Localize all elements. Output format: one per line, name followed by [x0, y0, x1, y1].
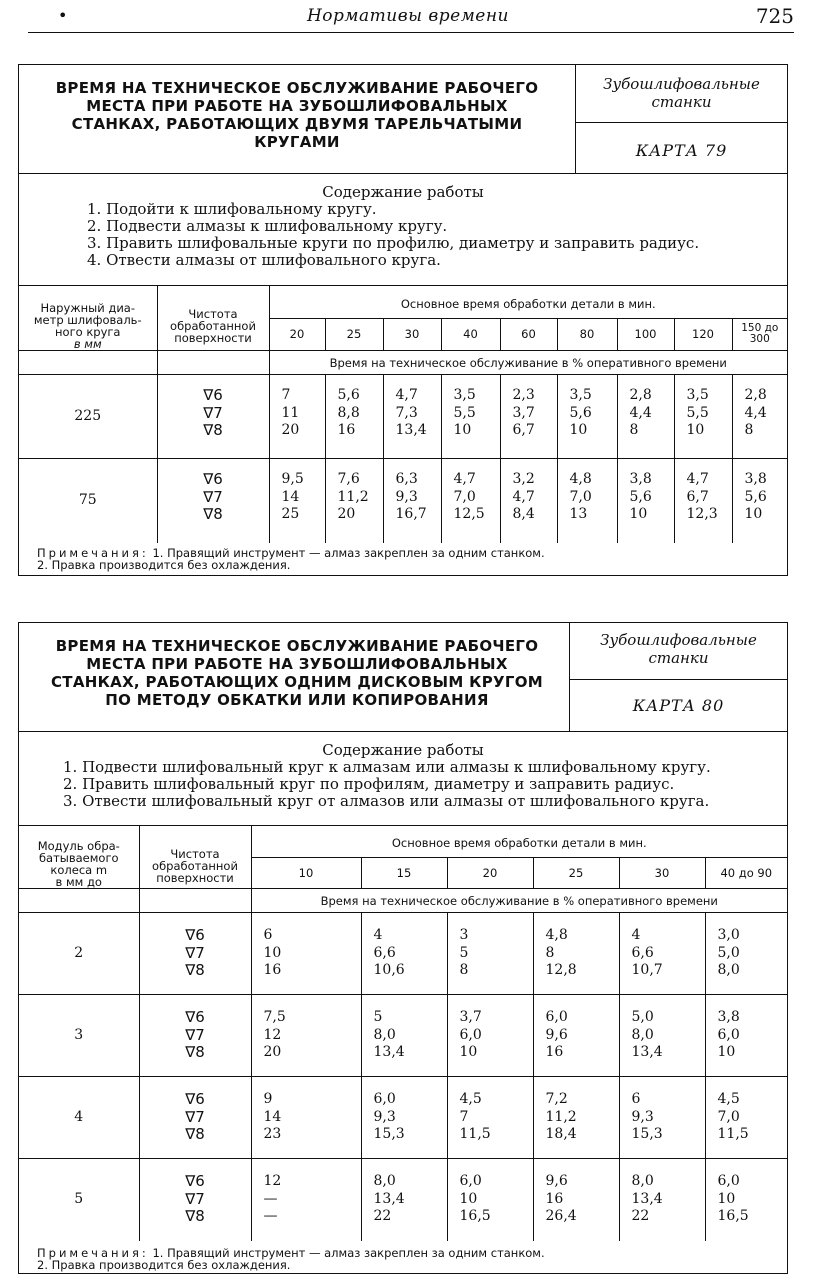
- finish-symbol: ∇8: [185, 1207, 205, 1225]
- time-col-header: 60: [500, 318, 557, 350]
- value: 8,8: [337, 404, 360, 421]
- finish-symbol: ∇7: [203, 487, 223, 506]
- value: 4,7: [512, 488, 535, 505]
- finish-cell: [157, 375, 269, 459]
- step-item: 3. Править шлифовальные круги по профилю, диаметру и заправить радиус.: [87, 234, 700, 252]
- content-title: Содержание работы: [322, 183, 484, 201]
- value: 3,2: [512, 471, 535, 487]
- value: 20: [337, 506, 356, 522]
- time-col-header: 15: [361, 857, 447, 888]
- value-cell: [557, 459, 617, 543]
- table-row: [19, 459, 787, 543]
- step-item: 1. Подвести шлифовальный круг к алмазам или алмазы к шлифовальному кругу.: [63, 758, 711, 776]
- step-item: 4. Отвести алмазы от шлифовального круга.: [87, 251, 441, 269]
- card-title: ВРЕМЯ НА ТЕХНИЧЕСКОЕ ОБСЛУЖИВАНИЕ РАБОЧЕГО МЕСТА ПРИ РАБОТЕ НА ЗУБОШЛИФОВАЛЬНЫХ СТАНКАХ, РАБОТАЮЩИХ ДВУМЯ ТАРЕЛЬЧАТЫМИ КРУГАМИ: [55, 79, 539, 151]
- value: 7: [459, 1108, 469, 1125]
- finish-symbol: ∇7: [185, 1025, 205, 1044]
- card-number: КАРТА 80: [632, 696, 725, 715]
- value: 7,0: [717, 1108, 740, 1125]
- value-cell: [619, 913, 705, 995]
- value: 13: [569, 506, 588, 522]
- value: 12: [263, 1173, 282, 1189]
- finish-symbol: ∇6: [203, 470, 223, 488]
- value: 10: [459, 1044, 478, 1060]
- value-cell: [447, 913, 533, 995]
- value: —: [263, 1190, 278, 1207]
- value-cell: [533, 1159, 619, 1241]
- finish-symbol: ∇8: [203, 505, 223, 523]
- value-cell: [325, 459, 383, 543]
- value: 8,0: [373, 1026, 396, 1043]
- value: 13,4: [631, 1190, 663, 1207]
- value: 5,6: [629, 488, 652, 505]
- value: 20: [263, 1044, 282, 1060]
- value-cell: [361, 1077, 447, 1159]
- norms-table: [19, 285, 787, 543]
- value: 4,7: [395, 387, 418, 403]
- value: 13,4: [373, 1044, 405, 1060]
- value: 8,4: [512, 506, 535, 522]
- finish-symbol: ∇6: [185, 1090, 205, 1108]
- value-cell: [269, 375, 325, 459]
- time-col-header: 80: [557, 318, 617, 350]
- value: 7,0: [453, 488, 476, 505]
- value-cell: [325, 375, 383, 459]
- value: 10: [263, 944, 282, 961]
- time-col-header: 40 до 90: [705, 857, 787, 888]
- value: 23: [263, 1126, 282, 1142]
- time-col-header: 25: [325, 318, 383, 350]
- page-number: 725: [755, 4, 794, 28]
- row-key: 5: [19, 1159, 139, 1241]
- value-cell: [533, 995, 619, 1077]
- value: 7,3: [395, 404, 418, 421]
- finish-symbol: ∇7: [203, 403, 223, 422]
- sub-header: Время на техническое обслуживание в % оперативного времени: [269, 351, 787, 375]
- value: 7,2: [545, 1091, 568, 1107]
- value: 4,4: [744, 404, 767, 421]
- value-cell: [383, 375, 441, 459]
- value: 9,6: [545, 1173, 568, 1189]
- table-row: [19, 995, 787, 1077]
- value: 10: [453, 422, 472, 438]
- finish-symbol: ∇6: [185, 926, 205, 944]
- step-item: 3. Отвести шлифовальный круг от алмазов или алмазы от шлифовального круга.: [63, 792, 710, 810]
- value-cell: [705, 913, 787, 995]
- value: 3,8: [744, 471, 767, 487]
- value: 7,5: [263, 1009, 286, 1025]
- value: 6,0: [459, 1173, 482, 1189]
- value-cell: [361, 913, 447, 995]
- time-col-header: 10: [251, 857, 361, 888]
- step-item: 2. Подвести алмазы к шлифовальному кругу.: [87, 217, 448, 235]
- finish-symbol: ∇7: [185, 943, 205, 962]
- value: 15,3: [631, 1126, 663, 1142]
- notes-label: Примечания:: [37, 546, 149, 560]
- finish-cell: [139, 995, 251, 1077]
- finish-symbol: ∇8: [185, 1125, 205, 1143]
- value: 3,7: [459, 1009, 482, 1025]
- value: 16: [545, 1044, 564, 1060]
- value-cell: [441, 375, 500, 459]
- step-item: 2. Править шлифовальный круг по профилям, диаметру и заправить радиус.: [63, 775, 675, 793]
- value-cell: [617, 459, 674, 543]
- value-cell: [251, 1077, 361, 1159]
- value-cell: [557, 375, 617, 459]
- value: 6,0: [717, 1173, 740, 1189]
- value: 4,7: [453, 471, 476, 487]
- value: 6,7: [686, 488, 709, 505]
- note-item: 1. Правящий инструмент — алмаз закреплен за одним станком.: [152, 546, 545, 560]
- value: 6,3: [395, 471, 418, 487]
- value: 11,5: [717, 1126, 749, 1142]
- value: 6,6: [631, 944, 654, 961]
- value: 2,8: [629, 387, 652, 403]
- value: 6,0: [717, 1026, 740, 1043]
- value-cell: [251, 1159, 361, 1241]
- value: 6,0: [373, 1091, 396, 1107]
- value: 4,8: [545, 927, 568, 943]
- notes-label: Примечания:: [37, 1246, 149, 1260]
- value: 16: [337, 422, 356, 438]
- time-col-header: 40: [441, 318, 500, 350]
- time-col-header: 120: [674, 318, 732, 350]
- finish-cell: [139, 1159, 251, 1241]
- value: 14: [263, 1108, 282, 1125]
- value-cell: [251, 913, 361, 995]
- card-80: [18, 622, 788, 1274]
- value-cell: [251, 995, 361, 1077]
- note-item: 1. Правящий инструмент — алмаз закреплен за одним станком.: [152, 1246, 545, 1260]
- value: 10,7: [631, 962, 663, 978]
- value: 7,6: [337, 471, 360, 487]
- value: 8,0: [373, 1173, 396, 1189]
- finish-symbol: ∇8: [185, 1043, 205, 1061]
- value: 11: [281, 404, 300, 421]
- value: 11,2: [545, 1108, 577, 1125]
- value: 22: [373, 1208, 392, 1224]
- table-row: [19, 375, 787, 459]
- value: 8,0: [717, 962, 740, 978]
- value: 5,0: [631, 1009, 654, 1025]
- value: 5,6: [337, 387, 360, 403]
- value: 12,3: [686, 506, 718, 522]
- value: 3,8: [717, 1009, 740, 1025]
- card-title: ВРЕМЯ НА ТЕХНИЧЕСКОЕ ОБСЛУЖИВАНИЕ РАБОЧЕГО МЕСТА ПРИ РАБОТЕ НА ЗУБОШЛИФОВАЛЬНЫХ СТАНКАХ, РАБОТАЮЩИХ ОДНИМ ДИСКОВЫМ КРУГОМ ПО МЕТОДУ ОБКАТКИ ИЛИ КОПИРОВАНИЯ: [51, 637, 543, 709]
- value: 10: [629, 506, 648, 522]
- finish-symbol: ∇8: [203, 421, 223, 439]
- finish-symbol: ∇7: [185, 1189, 205, 1208]
- time-col-header: 100: [617, 318, 674, 350]
- value: 8,0: [631, 1026, 654, 1043]
- value: 2,3: [512, 387, 535, 403]
- value: 9: [263, 1091, 273, 1107]
- value: 4,4: [629, 404, 652, 421]
- note-item: 2. Правка производится без охлаждения.: [37, 558, 291, 572]
- work-content: [19, 741, 787, 810]
- value: 16: [263, 962, 282, 978]
- finish-symbol: ∇8: [185, 961, 205, 979]
- card-header: [19, 623, 787, 732]
- main-time-header: Основное время обработки детали в мин.: [400, 296, 656, 311]
- value: 12,5: [453, 506, 485, 522]
- machine-type: Зубошлифовальные станки: [600, 631, 757, 667]
- value: 7: [281, 387, 291, 403]
- value: 4,5: [717, 1091, 740, 1107]
- value: 9,5: [281, 471, 304, 487]
- value-cell: [619, 995, 705, 1077]
- value: 10: [717, 1044, 736, 1060]
- value-cell: [619, 1077, 705, 1159]
- value: 25: [281, 506, 300, 522]
- table-row: [19, 1077, 787, 1159]
- value: 10,6: [373, 962, 405, 978]
- card-header: [19, 65, 787, 174]
- value: 15,3: [373, 1126, 405, 1142]
- value-cell: [533, 1077, 619, 1159]
- value: 6,0: [459, 1026, 482, 1043]
- value: 10: [569, 422, 588, 438]
- value-cell: [500, 459, 557, 543]
- value: 8,0: [631, 1173, 654, 1189]
- card-79: [18, 64, 788, 576]
- col-header-finish: Чистота обработанной поверхности: [157, 286, 269, 351]
- card-number: КАРТА 79: [635, 141, 728, 160]
- value: 6,7: [512, 422, 535, 438]
- step-item: 1. Подойти к шлифовальному кругу.: [87, 200, 377, 218]
- value-cell: [269, 459, 325, 543]
- value: 4,7: [686, 471, 709, 487]
- value: 10: [459, 1190, 478, 1207]
- finish-cell: [139, 1077, 251, 1159]
- bullet-mark: •: [58, 6, 68, 25]
- col-header-finish: Чистота обработанной поверхности: [139, 826, 251, 889]
- value-cell: [674, 459, 732, 543]
- value-cell: [617, 375, 674, 459]
- value: 3,7: [512, 404, 535, 421]
- value: 20: [281, 422, 300, 438]
- value: 8: [545, 944, 555, 961]
- value: 10: [686, 422, 705, 438]
- value: 3,5: [453, 387, 476, 403]
- steps-list: [87, 201, 787, 269]
- value: 3: [459, 927, 469, 943]
- time-col-header: 20: [269, 318, 325, 350]
- machine-type: Зубошлифовальные станки: [603, 75, 760, 111]
- value: 4,8: [569, 471, 592, 487]
- value: 22: [631, 1208, 650, 1224]
- value-cell: [361, 1159, 447, 1241]
- steps-list: [63, 759, 787, 810]
- value: 8: [459, 962, 469, 978]
- value-cell: [705, 995, 787, 1077]
- value: 16,5: [459, 1208, 491, 1224]
- value: 6,0: [545, 1009, 568, 1025]
- time-col-header: 30: [383, 318, 441, 350]
- row-key: 2: [19, 913, 139, 995]
- content-title: Содержание работы: [322, 741, 484, 759]
- value: 5,5: [686, 404, 709, 421]
- value: 16,5: [717, 1208, 749, 1224]
- value-cell: [447, 1159, 533, 1241]
- value: 13,4: [373, 1190, 405, 1207]
- value: 9,3: [631, 1108, 654, 1125]
- col-header-module: Модуль обра- батываемого колеса m в мм до: [19, 826, 139, 889]
- value: 6: [263, 927, 273, 943]
- value-cell: [447, 1077, 533, 1159]
- value-cell: [441, 459, 500, 543]
- row-key: 3: [19, 995, 139, 1077]
- value: 4,5: [459, 1091, 482, 1107]
- value-cell: [705, 1159, 787, 1241]
- table-row: [19, 913, 787, 995]
- value: 18,4: [545, 1126, 577, 1142]
- value: 11,5: [459, 1126, 491, 1142]
- value: 16: [545, 1190, 564, 1207]
- time-col-header: 20: [447, 857, 533, 888]
- value: 9,3: [373, 1108, 396, 1125]
- value-cell: [732, 375, 787, 459]
- value: 9,6: [545, 1026, 568, 1043]
- value: 2,8: [744, 387, 767, 403]
- table-row: [19, 1159, 787, 1241]
- value-cell: [447, 995, 533, 1077]
- value-cell: [732, 459, 787, 543]
- value: 3,5: [569, 387, 592, 403]
- value: 4: [373, 927, 383, 943]
- value: 5: [459, 944, 469, 961]
- col-header-diameter: Наружный диа- метр шлифоваль- ного круга в мм: [19, 286, 157, 351]
- value: 16,7: [395, 506, 427, 522]
- value-cell: [674, 375, 732, 459]
- running-head-title: Нормативы времени: [306, 6, 510, 26]
- sub-header: Время на техническое обслуживание в % оперативного времени: [251, 889, 787, 913]
- notes: [37, 547, 777, 571]
- value: 8: [744, 422, 754, 438]
- head-rule: [28, 32, 794, 33]
- header-hrule: [575, 122, 787, 123]
- value: 3,5: [686, 387, 709, 403]
- value: 5,5: [453, 404, 476, 421]
- time-col-header: 25: [533, 857, 619, 888]
- finish-cell: [157, 459, 269, 543]
- note-item: 2. Правка производится без охлаждения.: [37, 1258, 291, 1272]
- value: 5,0: [717, 944, 740, 961]
- row-key: 75: [19, 459, 157, 543]
- value: 26,4: [545, 1208, 577, 1224]
- value-cell: [500, 375, 557, 459]
- header-hrule: [569, 679, 787, 680]
- value: 3,8: [629, 471, 652, 487]
- value: 6: [631, 1091, 641, 1107]
- work-content: [19, 183, 787, 269]
- notes: [37, 1247, 777, 1271]
- value-cell: [705, 1077, 787, 1159]
- value-cell: [619, 1159, 705, 1241]
- value: 12: [263, 1026, 282, 1043]
- finish-symbol: ∇7: [185, 1107, 205, 1126]
- value: 13,4: [395, 422, 427, 438]
- value-cell: [361, 995, 447, 1077]
- value-cell: [383, 459, 441, 543]
- value: 5,6: [744, 488, 767, 505]
- row-key: 4: [19, 1077, 139, 1159]
- value: 10: [717, 1190, 736, 1207]
- running-head: [0, 0, 816, 34]
- value: 3,0: [717, 927, 740, 943]
- value: 13,4: [631, 1044, 663, 1060]
- value: 6,6: [373, 944, 396, 961]
- value: 7,0: [569, 488, 592, 505]
- time-col-header: 150 до 300: [732, 318, 787, 350]
- value: 12,8: [545, 962, 577, 978]
- time-col-header: 30: [619, 857, 705, 888]
- main-time-header: Основное время обработки детали в мин.: [391, 836, 647, 851]
- value: 11,2: [337, 488, 369, 505]
- value: 9,3: [395, 488, 418, 505]
- value: 10: [744, 506, 763, 522]
- value: —: [263, 1208, 278, 1224]
- value-cell: [533, 913, 619, 995]
- finish-symbol: ∇6: [185, 1008, 205, 1026]
- value: 5: [373, 1009, 383, 1025]
- finish-cell: [139, 913, 251, 995]
- value: 4: [631, 927, 641, 943]
- finish-symbol: ∇6: [185, 1172, 205, 1190]
- value: 14: [281, 488, 300, 505]
- value: 5,6: [569, 404, 592, 421]
- finish-symbol: ∇6: [203, 386, 223, 404]
- norms-table: [19, 825, 787, 1241]
- value: 8: [629, 422, 639, 438]
- row-key: 225: [19, 375, 157, 459]
